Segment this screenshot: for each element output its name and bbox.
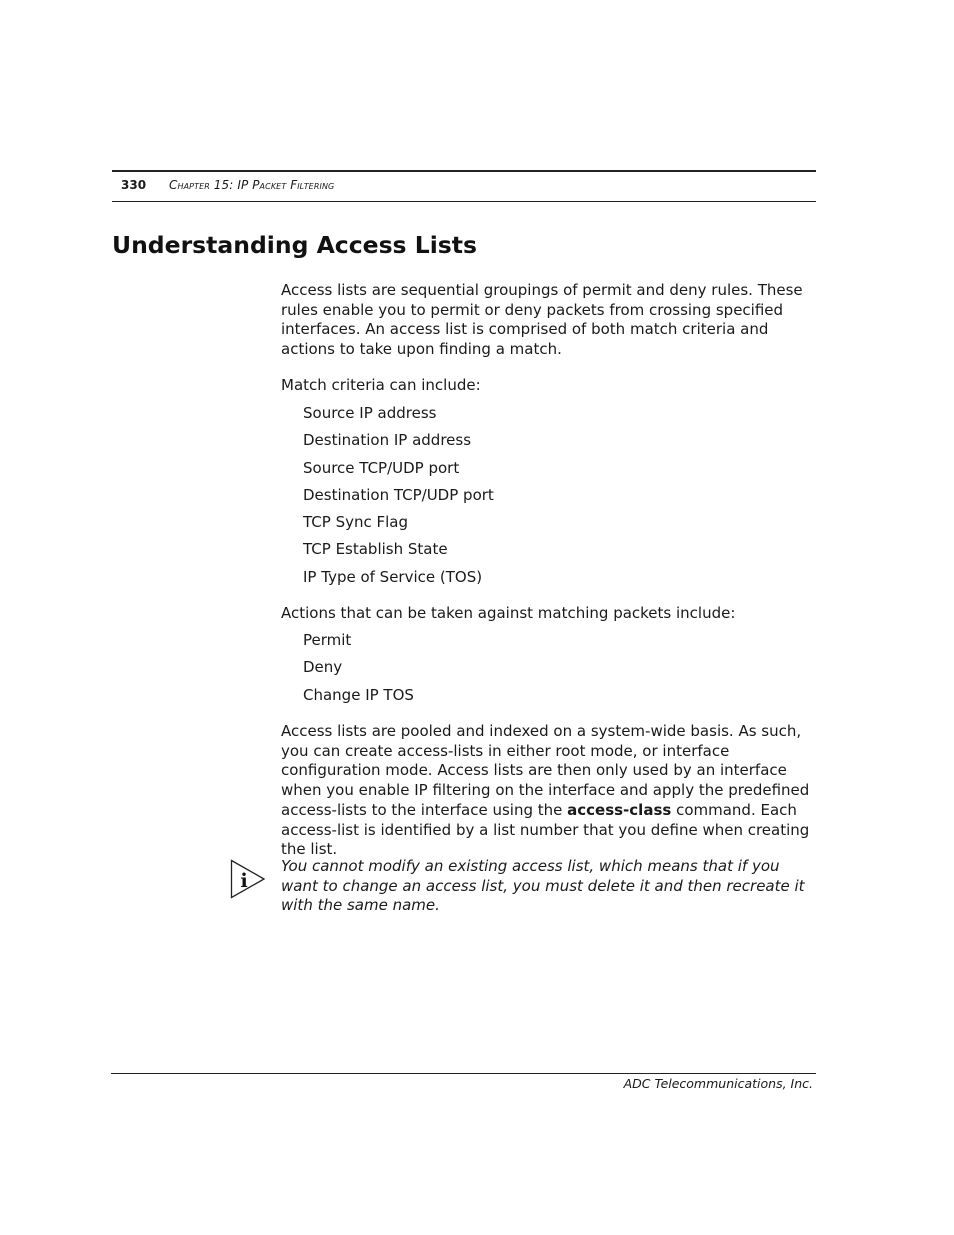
header-rule-top bbox=[112, 170, 816, 172]
list-item: Destination TCP/UDP port bbox=[303, 485, 494, 504]
pooled-text-end: command. Each access-list is identified by a list number that you define when creating the list. bbox=[281, 800, 810, 859]
match-criteria-list bbox=[303, 404, 494, 595]
header-rule-bottom bbox=[112, 201, 816, 202]
list-item: IP Type of Service (TOS) bbox=[303, 567, 483, 586]
section-title: Understanding Access Lists bbox=[112, 231, 477, 259]
pooled-text-start: Access lists are pooled and indexed on a system-wide basis. As such, you can create access-lists in either root mode, or interface configuration mode. Access lists are then only used by an interface when you enable IP filtering on the interface and apply the predefined access-lists to the interface using the bbox=[281, 722, 810, 819]
footer-rule bbox=[111, 1073, 816, 1074]
pooled-paragraph bbox=[281, 722, 816, 860]
access-class-command: access-class bbox=[567, 800, 672, 819]
list-item: Deny bbox=[303, 658, 343, 677]
page-number: 330 bbox=[121, 178, 147, 192]
actions-list bbox=[303, 631, 414, 713]
list-item: Source IP address bbox=[303, 404, 437, 422]
info-icon bbox=[230, 859, 266, 899]
list-item: TCP Establish State bbox=[303, 540, 448, 559]
list-item: Source TCP/UDP port bbox=[303, 458, 460, 477]
match-criteria-intro: Match criteria can include: bbox=[281, 376, 481, 394]
intro-paragraph: Access lists are sequential groupings of permit and deny rules. These rules enable you to permit or deny packets from crossing specified interfaces. An access list is comprised of both match criteria and actions to take upon finding a match. bbox=[281, 281, 803, 359]
list-item: Change IP TOS bbox=[303, 685, 414, 704]
footer-company: ADC Telecommunications, Inc. bbox=[623, 1076, 813, 1091]
list-item: Destination IP address bbox=[303, 431, 472, 450]
svg-text:i: i bbox=[240, 870, 248, 892]
actions-intro: Actions that can be taken against matching packets include: bbox=[281, 604, 736, 622]
chapter-title: Chapter 15: IP Packet Filtering bbox=[169, 178, 335, 192]
list-item: Permit bbox=[303, 631, 352, 649]
list-item: TCP Sync Flag bbox=[303, 513, 408, 532]
note-text: You cannot modify an existing access list, which means that if you want to change an access list, you must delete it and then recreate it with the same name. bbox=[281, 857, 805, 914]
